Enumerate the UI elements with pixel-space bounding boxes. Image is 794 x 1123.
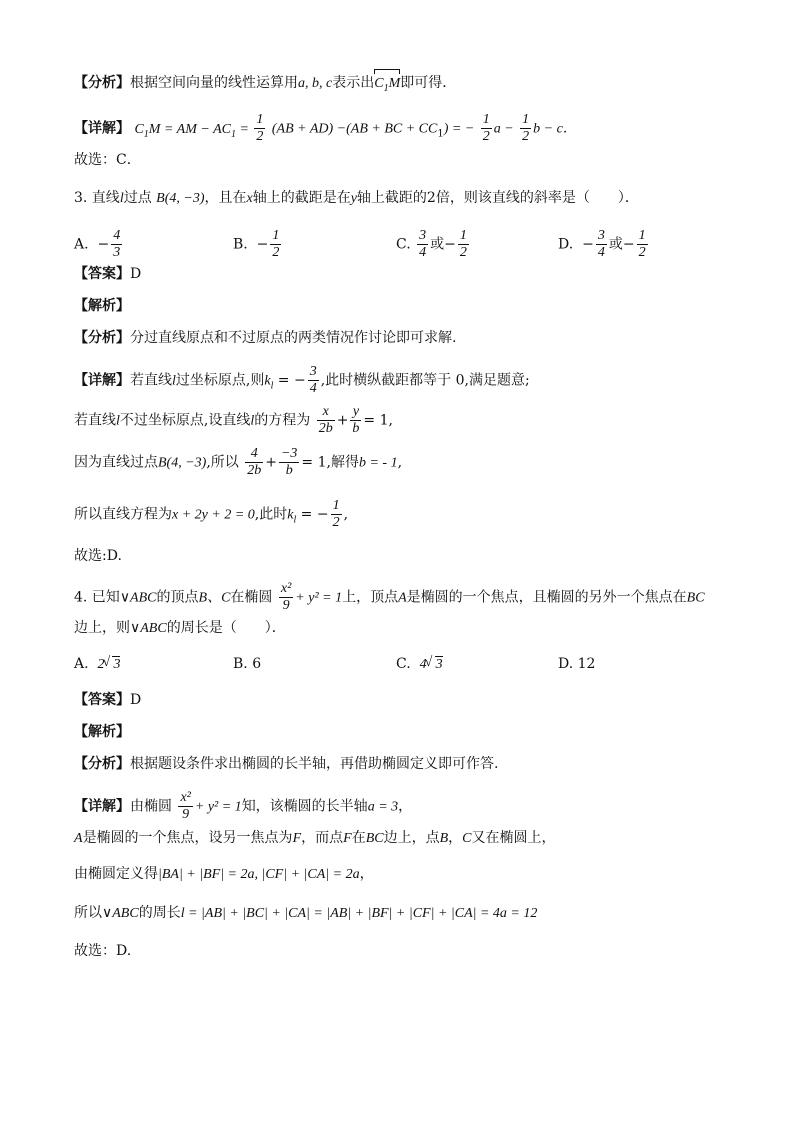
option-4d[interactable]: D. 12 [558,656,596,672]
conclusion-3: 故选:D. [74,548,122,564]
detail-3-line3: 因为直线过点B(4, −3),所以 $\frac{4}{2b}$ + $\frac{-3}{b}$ = 1,解得b = - 1, [74,446,403,478]
detail-3-line2: 若直线l不过坐标原点,设直线l的方程为 $\frac{x}{2b}$ + $\frac{y}{b}$ = 1, [74,404,393,436]
detail-4-line2: A是椭圆的一个焦点，设另一焦点为F，而点F在BC边上，点B，C又在椭圆上， [74,830,556,846]
option-4a[interactable]: A. 2√ 3 [74,654,120,675]
answer-3: 【答案】D [74,266,142,282]
option-3d[interactable]: D. − $\frac{3}{4}$ 或− $\frac{1}{2}$ [558,228,646,260]
detail-expr: $C_1M$ = AM − $AC_1$ = [134,121,253,140]
analysis-line-q2: 【分析】根据空间向量的线性运算用a, b, c表示出$C_1M$即可得． [74,73,456,99]
fraction-half: $\frac{1}{2}$ [256,112,264,144]
detail-4-line1: 【详解】由椭圆 $\frac{\text{x²}}{9}$ + y² = 1知，该椭圆的长半轴a = 3， [74,790,413,822]
tag-analysis: 【分析】 [74,75,130,91]
analysis-3: 【分析】分过直线原点和不过原点的两类情况作讨论即可求解. [74,330,457,346]
detail-3-line4: 所以直线方程为x + 2y + 2 = 0,此时$k_l$ = − $\frac{1}{2}$ , [74,498,349,530]
detail-3-line1: 【详解】若直线l过坐标原点,则$k_l$ = − $\frac{3}{4}$ ,此时横纵截距都等于 0,满足题意; [74,364,530,396]
vector-c1m: $C_1M$ [374,74,400,99]
answer-4: 【答案】D [74,692,142,708]
option-4c[interactable]: C. 4√ 3 [396,654,443,675]
explain-tag-4: 【解析】 [74,724,130,740]
option-4b[interactable]: B. 6 [233,656,262,672]
explain-tag-3: 【解析】 [74,298,130,314]
detail-4-line4: 所以∨ABC的周长l = |AB| + |BC| + |CA| = |AB| + |BF| + |CF| + |CA| = 4a = 12 [74,905,538,921]
option-3b[interactable]: B. − $\frac{1}{2}$ [233,228,280,260]
question-4-stem-2: 边上，则∨ABC的周长是（ ）． [74,620,286,636]
conclusion-4: 故选：D. [74,943,132,959]
conclusion-q2: 故选：C． [74,152,141,168]
option-3c[interactable]: C. $\frac{3}{4}$ 或− $\frac{1}{2}$ [396,228,467,260]
question-3-stem: 3. 直线l过点 B(4, −3)，且在x轴上的截距是在y轴上截距的2倍，则该直线的斜率是（ ）． [74,190,639,206]
vector-vars: a, b, c [298,76,333,91]
tag-detail: 【详解】 [74,120,130,137]
analysis-4: 【分析】根据题设条件求出椭圆的长半轴，再借助椭圆定义即可作答. [74,756,499,772]
option-3a[interactable]: A. − $\frac{4}{3}$ [74,228,121,260]
question-4-stem: 4. 已知∨ABC的顶点B、C在椭圆 $\frac{\text{x²}}{9}$ + y² = 1上，顶点A是椭圆的一个焦点，且椭圆的另外一个焦点在BC [74,581,705,613]
detail-line-q2: 【详解】 $C_1M$ = AM − $AC_1$ = $\frac{1}{2}$ (AB + AD) −(AB + BC + $CC_1$) = − $\frac{1}{2}$ a − $\frac{1}{2}$ b − c． [74,112,577,144]
detail-4-line3: 由椭圆定义得|BA| + |BF| = 2a, |CF| + |CA| = 2a， [74,866,374,882]
